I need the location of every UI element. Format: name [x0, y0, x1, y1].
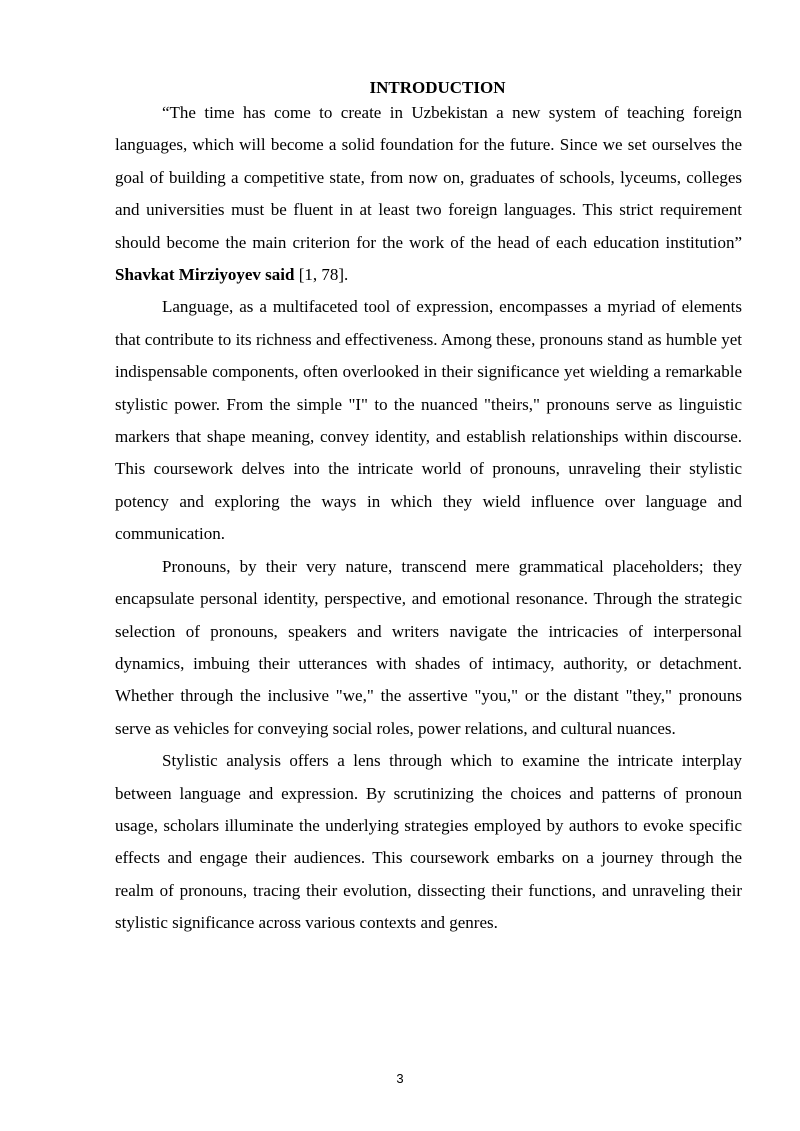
paragraph-pronouns-nature: Pronouns, by their very nature, transcend mere grammatical placeholders; they encapsulate personal identity, perspective, and emotional resonance. Through the strategic selection of pronouns, speakers and writers navigate the intricacies of interpersonal dynamics, imbuing their utterances with shades of intimacy, authority, or detachment. Whether through the inclusive "we," the assertive "you," or the distant "they," pronouns serve as vehicles for conveying social roles, power relations, and cultural nuances. [115, 556, 742, 738]
paragraph-quote [115, 97, 742, 291]
quote-text: “The time has come to create in Uzbekistan a new system of teaching foreign languages, which will become a solid foundation for the future. Since we set ourselves the goal of building a competitive state, from now on, graduates of schools, lyceums, colleges and universities must be fluent in at least two foreign languages. This strict requirement should become the main criterion for the work of the head of each education institution” [115, 103, 742, 252]
paragraph-stylistic-analysis: Stylistic analysis offers a lens through which to examine the intricate interplay between language and expression. By scrutinizing the choices and patterns of pronoun usage, scholars illuminate the underlying strategies employed by authors to evoke specific effects and engage their audiences. This coursework embarks on a journey through the realm of pronouns, tracing their evolution, dissecting their functions, and unraveling their stylistic significance across various contexts and genres. [115, 751, 742, 933]
quote-author: Shavkat Mirziyoyev said [115, 265, 295, 285]
citation: [1, 78]. [298, 265, 349, 285]
page-number: 3 [396, 1071, 404, 1086]
page-title: INTRODUCTION [369, 78, 506, 97]
document-page [115, 76, 742, 940]
paragraph-language: Language, as a multifaceted tool of expression, encompasses a myriad of elements that contribute to its richness and effectiveness. Among these, pronouns stand as humble yet indispensable components, often overlooked in their significance yet wielding a remarkable stylistic power. From the simple "I" to the nuanced "theirs," pronouns serve as linguistic markers that shape meaning, convey identity, and establish relationships within discourse. This coursework delves into the intricate world of pronouns, unraveling their stylistic potency and exploring the ways in which they wield influence over language and communication. [115, 297, 742, 544]
